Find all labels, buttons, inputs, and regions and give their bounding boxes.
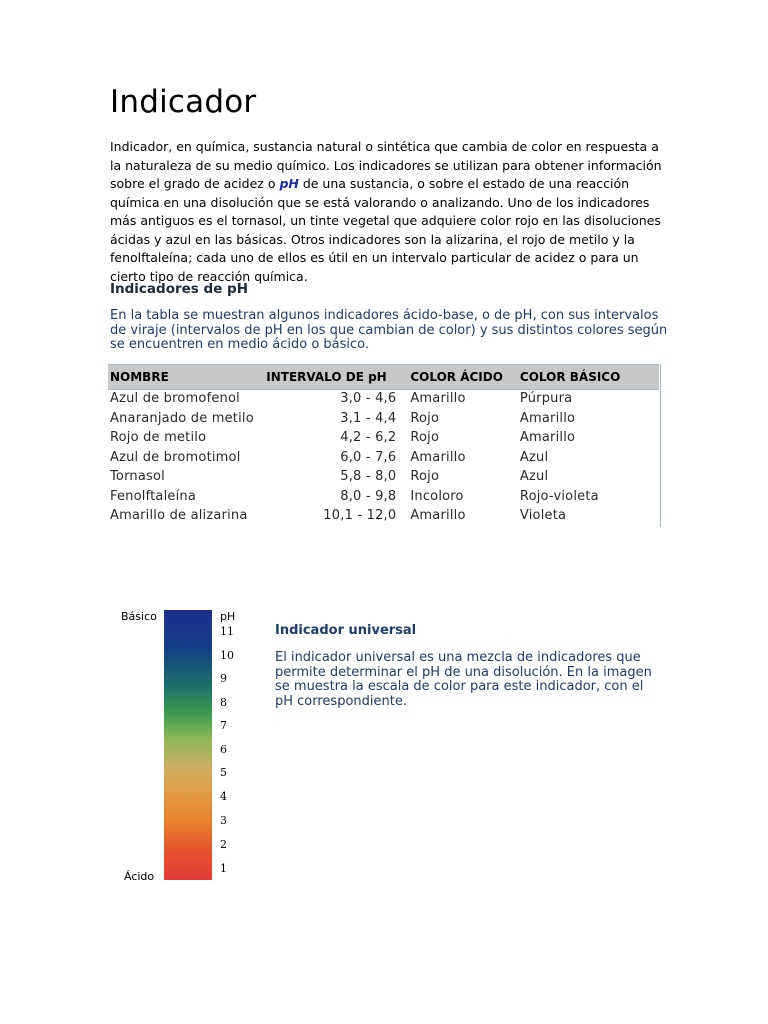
universal-indicator-title: Indicador universal — [275, 623, 417, 638]
cell-intervalo: 4,2 - 6,2 — [340, 430, 397, 445]
cell-color-acido: Amarillo — [410, 449, 466, 465]
cell-nombre: Azul de bromofenol — [110, 391, 240, 406]
table-row — [108, 507, 659, 527]
cell-intervalo: 10,1 - 12,0 — [323, 508, 397, 523]
indicators-table — [108, 364, 659, 527]
ph-tick-5: 5 — [220, 766, 227, 779]
ph-color-scale — [112, 604, 264, 892]
ph-tick-7: 7 — [220, 719, 227, 732]
table-header-row — [108, 365, 659, 390]
cell-nombre: Anaranjado de metilo — [110, 410, 254, 426]
cell-intervalo: 3,0 - 4,6 — [340, 391, 397, 406]
table-row — [108, 449, 659, 469]
intro-paragraph — [110, 138, 670, 286]
cell-intervalo: 3,1 - 4,4 — [340, 410, 397, 426]
table-row — [108, 488, 659, 508]
ph-gradient-bar — [164, 610, 212, 880]
section-title: Indicadores de pH — [110, 281, 249, 297]
cell-color-acido: Amarillo — [410, 391, 466, 406]
cell-color-acido: Rojo — [410, 410, 440, 426]
cell-intervalo: 8,0 - 9,8 — [340, 488, 397, 504]
intro-text-before: Indicador, en química, sustancia natural o sintética que cambia de color en respuesta a la naturaleza de su medio químico. Los indicadores se utilizan para obtener información sobre el grado de acidez o — [110, 139, 662, 191]
ph-axis-label: pH — [220, 610, 236, 623]
cell-nombre: Azul de bromotimol — [110, 449, 241, 465]
header-intervalo: INTERVALO DE pH — [264, 365, 408, 390]
cell-color-basico: Amarillo — [519, 410, 576, 426]
acid-label: Ácido — [124, 870, 155, 883]
ph-tick-10: 10 — [220, 649, 234, 662]
header-nombre: NOMBRE — [108, 365, 264, 390]
header-color-basico: COLOR BÁSICO — [518, 365, 659, 390]
ph-tick-4: 4 — [220, 790, 227, 803]
ph-tick-9: 9 — [220, 672, 227, 685]
table-row — [108, 390, 659, 410]
ph-link[interactable]: pH — [279, 176, 299, 191]
cell-color-basico: Amarillo — [519, 430, 576, 445]
cell-color-acido: Amarillo — [410, 508, 466, 523]
cell-intervalo: 6,0 - 7,6 — [340, 449, 397, 465]
intro-text-after: de una sustancia, o sobre el estado de una reacción química en una disolución que se está valorando o analizando. Uno de los indicadores más antiguos es el tornasol, un tinte vegetal que adquiere color rojo en las disoluciones ácidas y azul en las básicas. Otros indicadores son la alizarina, el rojo de metilo y la fenolftaleína; cada uno de ellos es útil en un intervalo particular de acidez o para un cierto tipo de reacción química. — [110, 176, 661, 284]
table-row — [108, 468, 659, 488]
page-title: Indicador — [110, 84, 257, 120]
cell-color-basico: Violeta — [519, 508, 567, 523]
indicators-table-container — [108, 364, 661, 527]
ph-tick-11: 11 — [220, 625, 234, 638]
basic-label: Básico — [121, 610, 157, 623]
cell-nombre: Tornasol — [110, 469, 165, 484]
ph-tick-1: 1 — [220, 862, 227, 875]
cell-nombre: Fenolftaleína — [110, 488, 197, 504]
ph-tick-2: 2 — [220, 838, 227, 851]
cell-color-basico: Rojo-violeta — [519, 488, 599, 504]
header-color-acido: COLOR ÁCIDO — [408, 365, 518, 390]
cell-color-basico: Azul — [519, 469, 549, 484]
table-row — [108, 410, 659, 430]
table-intro-paragraph: En la tabla se muestran algunos indicadores ácido-base, o de pH, con sus intervalos de viraje (intervalos de pH en los que cambian de color) y sus distintos colores según se encuentren en medio ácido o básico. — [110, 308, 668, 353]
cell-color-basico: Azul — [519, 449, 549, 465]
universal-indicator-text: El indicador universal es una mezcla de indicadores que permite determinar el pH de una disolución. En la imagen se muestra la escala de color para este indicador, con el pH correspondiente. — [275, 650, 652, 709]
ph-tick-8: 8 — [220, 696, 227, 709]
cell-intervalo: 5,8 - 8,0 — [340, 469, 397, 484]
cell-color-acido: Rojo — [410, 469, 440, 484]
cell-color-acido: Rojo — [410, 430, 440, 445]
cell-nombre: Amarillo de alizarina — [110, 508, 248, 523]
table-row — [108, 429, 659, 449]
cell-color-acido: Incoloro — [410, 488, 464, 504]
cell-nombre: Rojo de metilo — [110, 430, 207, 445]
ph-tick-3: 3 — [220, 814, 227, 827]
cell-color-basico: Púrpura — [519, 391, 573, 406]
ph-tick-6: 6 — [220, 743, 227, 756]
